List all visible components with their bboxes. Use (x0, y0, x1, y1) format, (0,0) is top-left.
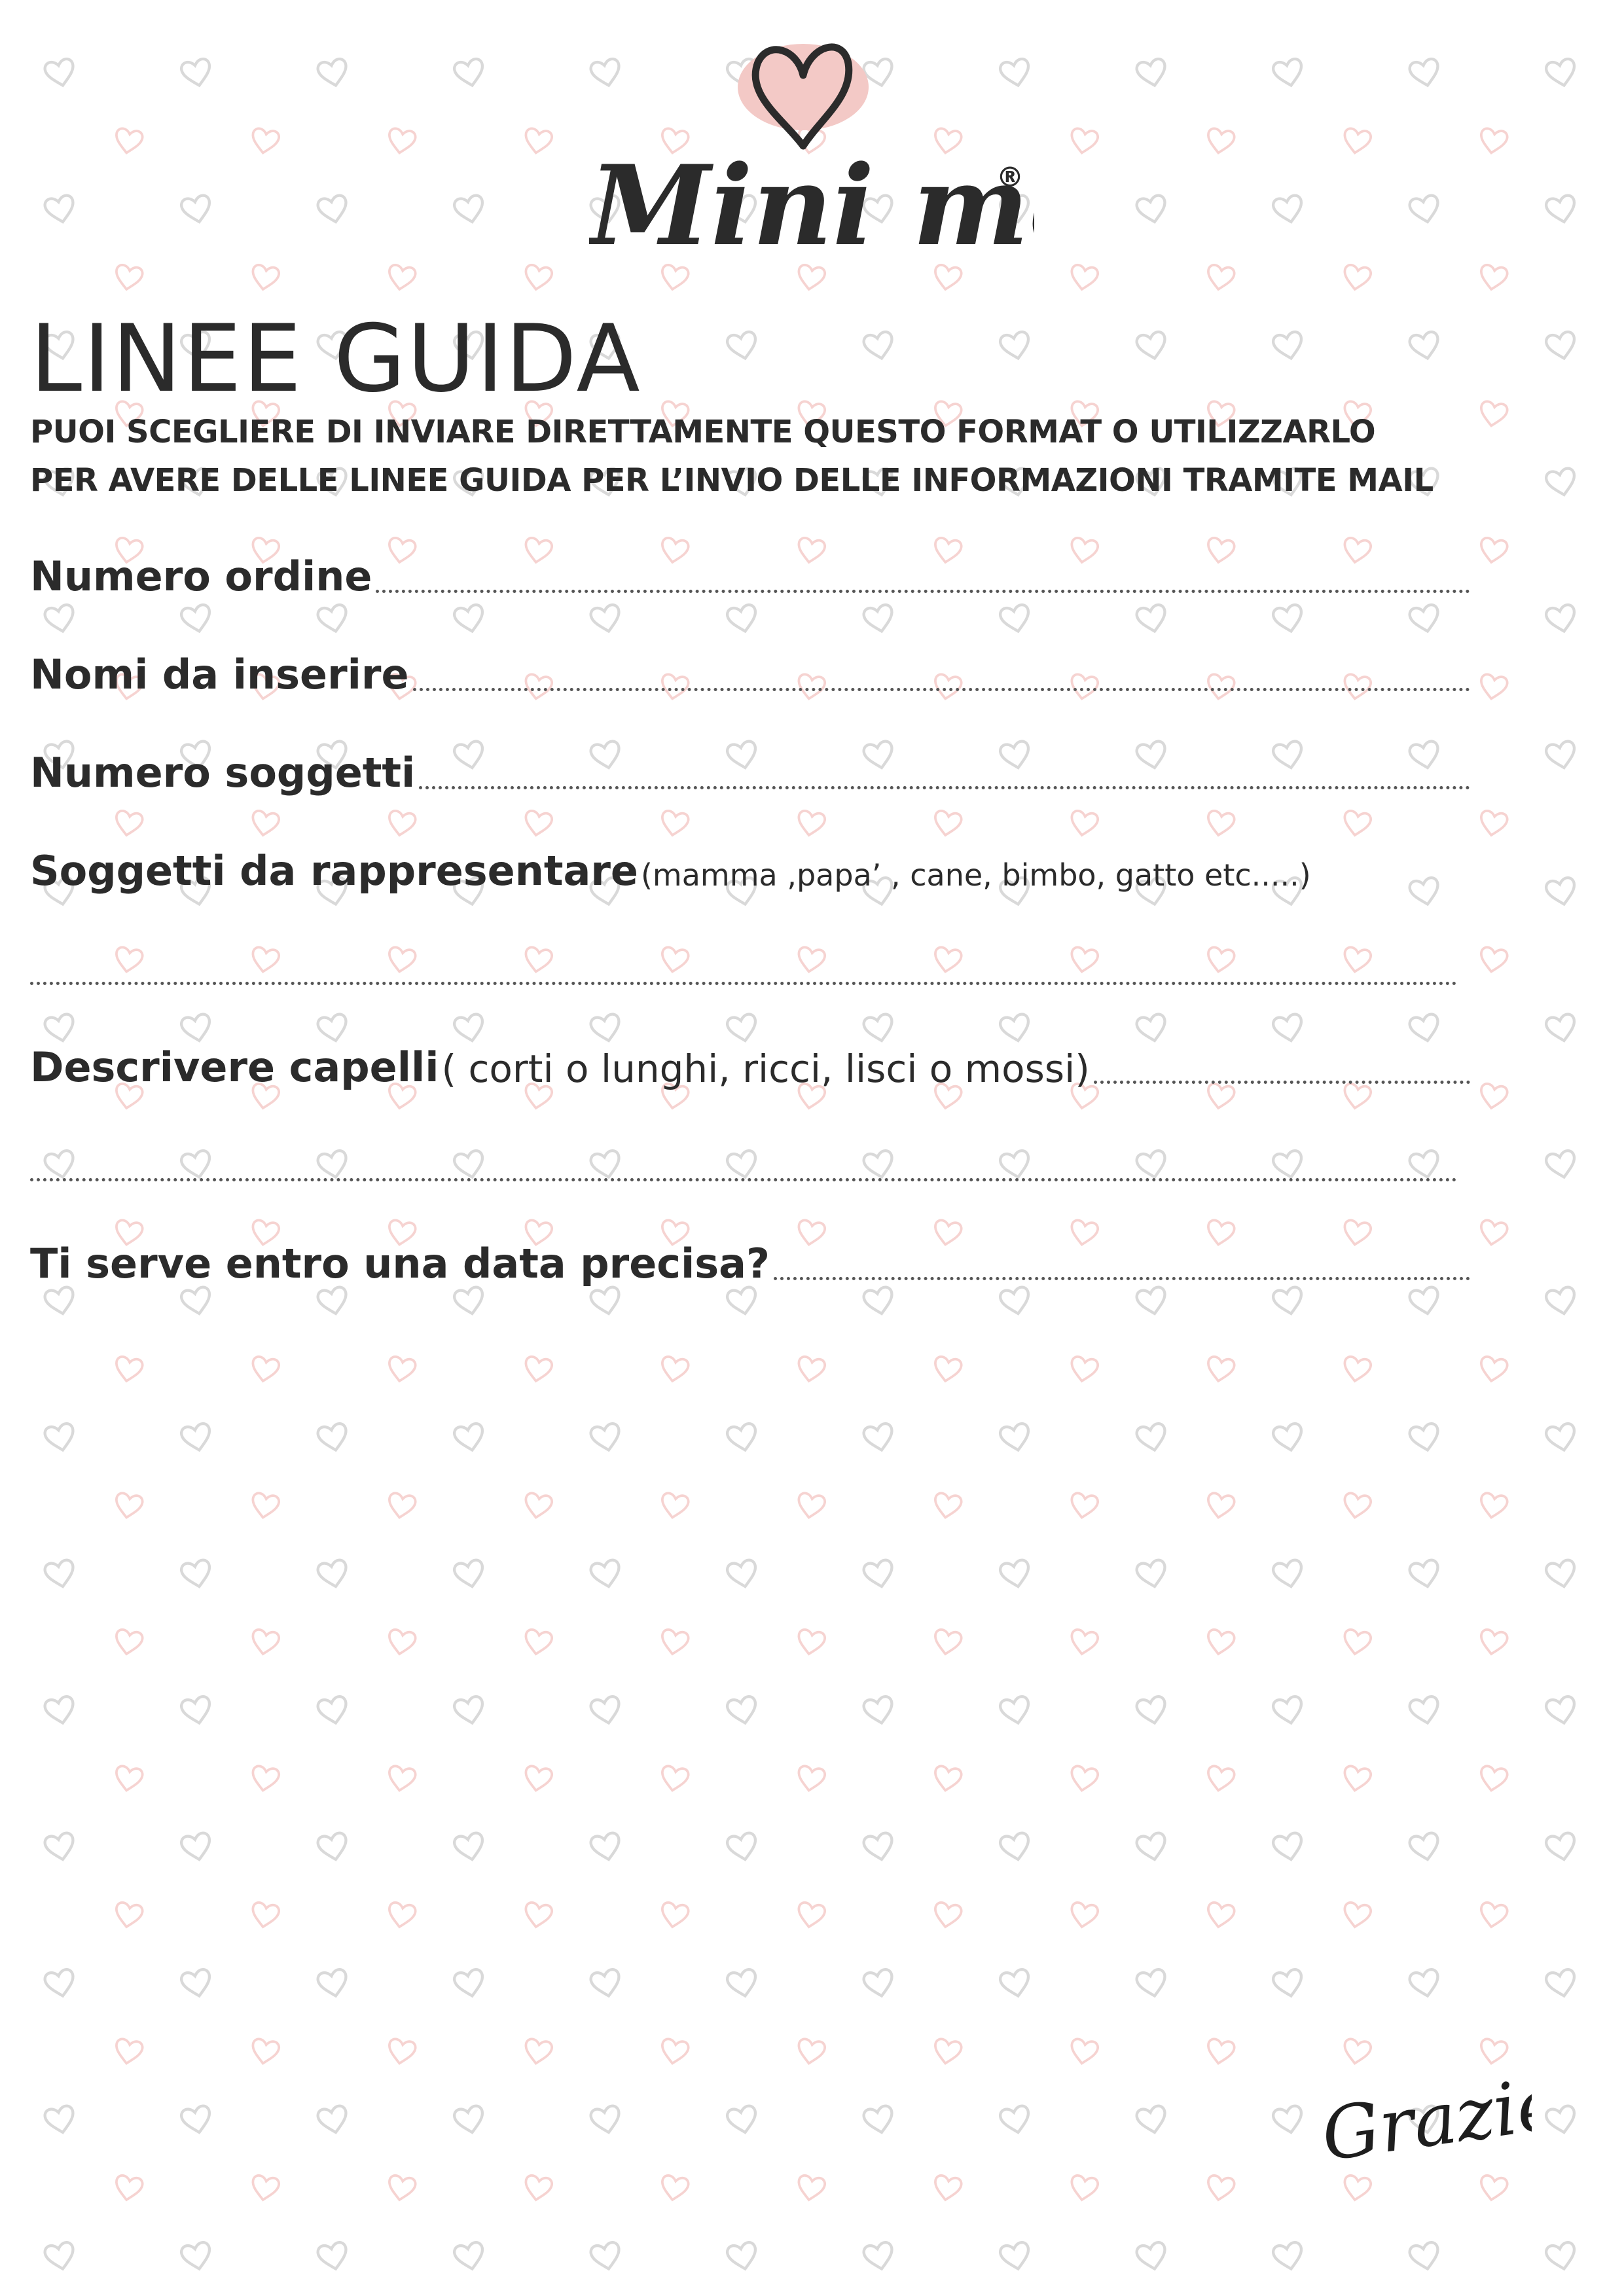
subtitle-line-1: PUOI SCEGLIERE DI INVIARE DIRETTAMENTE QUESTO FORMAT O UTILIZZARLO (30, 414, 1376, 450)
heart-outline-pink-icon (1342, 264, 1372, 291)
heart-outline-icon (180, 1559, 213, 1590)
heart-outline-icon (1136, 603, 1168, 634)
heart-outline-icon (1409, 1695, 1441, 1726)
heart-outline-pink-icon (1069, 810, 1099, 837)
heart-outline-pink-icon (933, 1355, 963, 1383)
heart-outline-pink-icon (523, 1492, 553, 1520)
heart-outline-icon (590, 2105, 623, 2136)
heart-outline-pink-icon (796, 2038, 826, 2066)
heart-outline-icon (999, 1968, 1032, 1999)
subject-count-dotted-line[interactable] (419, 786, 1470, 789)
heart-outline-pink-icon (1069, 946, 1099, 974)
deadline-dotted-line[interactable] (774, 1277, 1470, 1280)
heart-outline-icon (863, 2241, 895, 2272)
heart-outline-pink-icon (1479, 1901, 1509, 1929)
heart-outline-pink-icon (114, 2038, 144, 2066)
heart-outline-icon (1409, 194, 1441, 225)
heart-outline-pink-icon (660, 1901, 690, 1929)
heart-outline-pink-icon (1342, 1901, 1372, 1929)
heart-outline-icon (453, 1422, 486, 1453)
heart-outline-pink-icon (1069, 264, 1099, 291)
heart-outline-pink-icon (660, 2038, 690, 2066)
heart-outline-icon (1272, 1149, 1305, 1180)
heart-outline-pink-icon (1206, 264, 1236, 291)
heart-outline-pink-icon (660, 946, 690, 974)
heart-outline-pink-icon (1479, 1219, 1509, 1247)
heart-outline-pink-icon (114, 1355, 144, 1383)
heart-outline-icon (1272, 1695, 1305, 1726)
hair-extra-dotted-line[interactable] (30, 1178, 1457, 1181)
heart-outline-pink-icon (250, 2038, 280, 2066)
heart-outline-pink-icon (250, 810, 280, 837)
heart-outline-icon (1272, 331, 1305, 361)
heart-outline-icon (453, 2241, 486, 2272)
heart-outline-pink-icon (250, 264, 280, 291)
heart-outline-pink-icon (523, 128, 553, 155)
heart-outline-icon (1545, 1832, 1578, 1863)
heart-outline-icon (44, 1559, 77, 1590)
heart-outline-icon (726, 1968, 759, 1999)
deadline-label: Ti serve entro una data precisa? (30, 1240, 770, 1287)
heart-outline-pink-icon (1069, 1355, 1099, 1383)
heart-outline-icon (317, 194, 350, 225)
heart-outline-icon (863, 1968, 895, 1999)
heart-outline-icon (726, 603, 759, 634)
logo-wordmark: Mini m (589, 141, 1029, 270)
heart-outline-icon (1272, 1559, 1305, 1590)
heart-outline-pink-icon (523, 1901, 553, 1929)
heart-outline-pink-icon (387, 2174, 417, 2202)
heart-outline-pink-icon (796, 946, 826, 974)
heart-outline-icon (1409, 1149, 1441, 1180)
heart-outline-icon (317, 1832, 350, 1863)
heart-outline-icon (453, 603, 486, 634)
heart-outline-icon (1545, 1149, 1578, 1180)
heart-outline-pink-icon (250, 1355, 280, 1383)
heart-outline-icon (1272, 1968, 1305, 1999)
heart-outline-pink-icon (1342, 1492, 1372, 1520)
grazie-text: Grazie (1316, 2060, 1532, 2178)
heart-outline-pink-icon (114, 264, 144, 291)
subjects-dotted-line[interactable] (30, 982, 1457, 985)
hair-label: Descrivere capelli (30, 1043, 439, 1091)
heart-outline-pink-icon (1206, 1628, 1236, 1656)
heart-outline-pink-icon (1069, 128, 1099, 155)
brand-logo (589, 36, 1034, 272)
subjects-field (30, 842, 1470, 897)
heart-outline-pink-icon (250, 2174, 280, 2202)
heart-outline-icon (1545, 1286, 1578, 1317)
heart-outline-pink-icon (796, 1628, 826, 1656)
heart-outline-icon (590, 1422, 623, 1453)
heart-outline-icon (453, 1286, 486, 1317)
heart-outline-pink-icon (387, 128, 417, 155)
heart-outline-icon (590, 1832, 623, 1863)
heart-outline-icon (453, 1149, 486, 1180)
heart-outline-pink-icon (387, 1628, 417, 1656)
heart-outline-icon (1409, 1968, 1441, 1999)
heart-outline-icon (317, 603, 350, 634)
heart-outline-icon (1136, 2241, 1168, 2272)
heart-outline-pink-icon (1342, 128, 1372, 155)
names-label: Nomi da inserire (30, 651, 409, 698)
heart-outline-pink-icon (387, 1355, 417, 1383)
heart-outline-pink-icon (1479, 1765, 1509, 1793)
heart-outline-pink-icon (1206, 1492, 1236, 1520)
subject-count-field[interactable] (30, 744, 1470, 798)
heart-outline-icon (726, 1832, 759, 1863)
heart-outline-icon (726, 2241, 759, 2272)
heart-outline-icon (863, 1286, 895, 1317)
heart-outline-icon (1545, 2241, 1578, 2272)
heart-outline-pink-icon (523, 2174, 553, 2202)
heart-outline-icon (999, 2105, 1032, 2136)
heart-outline-pink-icon (660, 1765, 690, 1793)
heart-outline-icon (180, 2241, 213, 2272)
heart-outline-pink-icon (1206, 1901, 1236, 1929)
heart-outline-icon (453, 1695, 486, 1726)
heart-outline-pink-icon (387, 2038, 417, 2066)
heart-outline-pink-icon (1342, 1355, 1372, 1383)
heart-outline-icon (1409, 1286, 1441, 1317)
heart-outline-icon (1272, 1286, 1305, 1317)
heart-outline-pink-icon (250, 1765, 280, 1793)
heart-outline-icon (180, 2105, 213, 2136)
heart-outline-icon (44, 1286, 77, 1317)
heart-outline-icon (863, 1559, 895, 1590)
heart-outline-pink-icon (796, 810, 826, 837)
hair-field[interactable] (30, 1038, 1470, 1093)
heart-outline-icon (863, 603, 895, 634)
heart-outline-icon (1272, 58, 1305, 88)
heart-outline-pink-icon (114, 946, 144, 974)
heart-outline-pink-icon (1069, 1628, 1099, 1656)
heart-outline-icon (1272, 2241, 1305, 2272)
deadline-field[interactable] (30, 1234, 1470, 1289)
heart-outline-pink-icon (1069, 1492, 1099, 1520)
heart-outline-pink-icon (523, 1355, 553, 1383)
heart-outline-icon (726, 1149, 759, 1180)
heart-outline-pink-icon (1479, 673, 1509, 701)
heart-outline-pink-icon (1069, 2174, 1099, 2202)
heart-outline-icon (1136, 1422, 1168, 1453)
heart-outline-icon (180, 1286, 213, 1317)
heart-outline-icon (1136, 1149, 1168, 1180)
heart-outline-icon (44, 58, 77, 88)
heart-outline-pink-icon (1479, 264, 1509, 291)
heart-outline-pink-icon (933, 1628, 963, 1656)
heart-outline-pink-icon (523, 1628, 553, 1656)
heart-outline-pink-icon (933, 1765, 963, 1793)
heart-outline-icon (180, 1695, 213, 1726)
heart-outline-icon (999, 331, 1032, 361)
heart-outline-pink-icon (796, 1492, 826, 1520)
heart-outline-pink-icon (933, 946, 963, 974)
heart-outline-icon (1545, 1422, 1578, 1453)
heart-outline-icon (1545, 1968, 1578, 1999)
heart-outline-pink-icon (1069, 1765, 1099, 1793)
heart-outline-icon (1545, 1559, 1578, 1590)
heart-outline-icon (1272, 603, 1305, 634)
grazie-signature (1316, 2049, 1532, 2193)
heart-outline-pink-icon (1342, 1628, 1372, 1656)
heart-outline-icon (999, 1832, 1032, 1863)
heart-outline-icon (863, 1149, 895, 1180)
heart-outline-pink-icon (660, 1492, 690, 1520)
heart-outline-pink-icon (933, 2174, 963, 2202)
subject-count-label: Numero soggetti (30, 749, 416, 797)
heart-outline-pink-icon (1479, 810, 1509, 837)
heart-outline-pink-icon (1479, 1628, 1509, 1656)
heart-outline-pink-icon (660, 1628, 690, 1656)
heart-outline-icon (590, 1286, 623, 1317)
heart-outline-icon (44, 1149, 77, 1180)
heart-outline-icon (863, 331, 895, 361)
heart-outline-pink-icon (250, 1628, 280, 1656)
heart-outline-pink-icon (114, 2174, 144, 2202)
heart-outline-icon (999, 1422, 1032, 1453)
heart-outline-icon (317, 58, 350, 88)
heart-outline-icon (453, 1832, 486, 1863)
heart-outline-icon (1545, 1695, 1578, 1726)
heart-outline-icon (317, 1559, 350, 1590)
heart-outline-icon (1545, 331, 1578, 361)
heart-outline-icon (999, 603, 1032, 634)
heart-outline-icon (1409, 1422, 1441, 1453)
heart-outline-icon (44, 194, 77, 225)
heart-outline-icon (863, 1832, 895, 1863)
hair-dotted-line[interactable] (1094, 1081, 1470, 1084)
order-number-dotted-line[interactable] (376, 590, 1470, 593)
heart-outline-icon (317, 1422, 350, 1453)
heart-outline-pink-icon (1206, 1355, 1236, 1383)
heart-outline-icon (863, 1695, 895, 1726)
heart-outline-pink-icon (796, 2174, 826, 2202)
heart-outline-icon (590, 603, 623, 634)
heart-outline-pink-icon (1069, 1901, 1099, 1929)
heart-outline-icon (1545, 467, 1578, 498)
heart-outline-pink-icon (387, 1492, 417, 1520)
heart-outline-icon (180, 194, 213, 225)
heart-outline-pink-icon (933, 1901, 963, 1929)
heart-outline-pink-icon (114, 1628, 144, 1656)
heart-outline-pink-icon (523, 946, 553, 974)
heart-outline-icon (999, 1286, 1032, 1317)
heart-outline-pink-icon (1206, 2174, 1236, 2202)
heart-outline-pink-icon (250, 946, 280, 974)
heart-outline-icon (1136, 58, 1168, 88)
heart-outline-icon (1545, 876, 1578, 907)
heart-outline-pink-icon (933, 2038, 963, 2066)
heart-outline-pink-icon (1479, 1083, 1509, 1110)
page-title: LINEE GUIDA (30, 305, 641, 413)
heart-outline-icon (1545, 2105, 1578, 2136)
heart-outline-icon (44, 2241, 77, 2272)
heart-outline-pink-icon (114, 128, 144, 155)
heart-outline-icon (999, 1695, 1032, 1726)
heart-outline-icon (317, 2105, 350, 2136)
heart-outline-icon (726, 1422, 759, 1453)
heart-outline-icon (453, 194, 486, 225)
heart-outline-icon (1409, 1559, 1441, 1590)
heart-outline-icon (1136, 331, 1168, 361)
heart-outline-icon (317, 1149, 350, 1180)
heart-outline-pink-icon (523, 1765, 553, 1793)
order-number-field[interactable] (30, 547, 1470, 602)
heart-outline-icon (726, 1695, 759, 1726)
heart-outline-icon (317, 1695, 350, 1726)
heart-outline-pink-icon (387, 264, 417, 291)
heart-outline-icon (1409, 331, 1441, 361)
heart-outline-icon (44, 2105, 77, 2136)
heart-outline-icon (1272, 194, 1305, 225)
heart-outline-icon (1272, 2105, 1305, 2136)
heart-outline-icon (1272, 1422, 1305, 1453)
subjects-hint: (mamma ,papa’ , cane, bimbo, gatto etc.....) (640, 857, 1311, 893)
logo-registered-mark: ® (996, 161, 1024, 193)
heart-outline-icon (1409, 2241, 1441, 2272)
heart-outline-icon (44, 1968, 77, 1999)
heart-outline-icon (590, 1968, 623, 1999)
names-field[interactable] (30, 645, 1470, 700)
heart-outline-pink-icon (1206, 810, 1236, 837)
heart-outline-pink-icon (1206, 1765, 1236, 1793)
heart-outline-pink-icon (387, 1765, 417, 1793)
heart-outline-pink-icon (387, 1901, 417, 1929)
hair-hint: ( corti o lunghi, ricci, lisci o mossi) (441, 1047, 1090, 1091)
heart-outline-pink-icon (1479, 946, 1509, 974)
heart-outline-pink-icon (250, 1901, 280, 1929)
heart-outline-icon (999, 1149, 1032, 1180)
heart-outline-icon (1545, 603, 1578, 634)
heart-outline-icon (1545, 1013, 1578, 1044)
heart-outline-icon (1136, 1832, 1168, 1863)
heart-outline-pink-icon (796, 1355, 826, 1383)
heart-outline-icon (44, 1422, 77, 1453)
heart-outline-icon (180, 58, 213, 88)
heart-outline-pink-icon (387, 810, 417, 837)
heart-outline-icon (863, 2105, 895, 2136)
heart-outline-icon (44, 1695, 77, 1726)
heart-outline-icon (1409, 1832, 1441, 1863)
heart-outline-icon (1545, 740, 1578, 771)
heart-outline-pink-icon (523, 264, 553, 291)
heart-outline-pink-icon (1479, 401, 1509, 428)
heart-outline-icon (453, 1559, 486, 1590)
heart-outline-icon (1409, 58, 1441, 88)
heart-outline-icon (453, 1968, 486, 1999)
heart-outline-pink-icon (933, 1492, 963, 1520)
heart-outline-pink-icon (1206, 128, 1236, 155)
heart-outline-icon (1136, 1559, 1168, 1590)
heart-outline-pink-icon (660, 1355, 690, 1383)
heart-outline-icon (726, 1559, 759, 1590)
heart-outline-icon (726, 331, 759, 361)
heart-outline-icon (590, 1695, 623, 1726)
heart-outline-pink-icon (114, 810, 144, 837)
heart-outline-pink-icon (796, 1901, 826, 1929)
heart-outline-pink-icon (523, 2038, 553, 2066)
heart-outline-pink-icon (933, 810, 963, 837)
heart-outline-icon (317, 1968, 350, 1999)
heart-outline-icon (44, 603, 77, 634)
heart-outline-icon (1136, 1968, 1168, 1999)
heart-outline-icon (726, 1286, 759, 1317)
heart-outline-icon (1136, 194, 1168, 225)
heart-outline-pink-icon (1206, 946, 1236, 974)
heart-outline-pink-icon (796, 1765, 826, 1793)
order-number-label: Numero ordine (30, 552, 372, 600)
heart-outline-icon (1136, 1695, 1168, 1726)
heart-outline-icon (317, 1286, 350, 1317)
heart-outline-pink-icon (660, 2174, 690, 2202)
heart-outline-icon (999, 1559, 1032, 1590)
heart-outline-pink-icon (114, 1492, 144, 1520)
heart-outline-pink-icon (1342, 810, 1372, 837)
heart-outline-icon (1545, 58, 1578, 88)
heart-outline-pink-icon (387, 946, 417, 974)
heart-outline-icon (180, 1422, 213, 1453)
heart-outline-icon (317, 2241, 350, 2272)
heart-outline-pink-icon (523, 810, 553, 837)
heart-outline-pink-icon (1479, 1355, 1509, 1383)
heart-outline-icon (1136, 2105, 1168, 2136)
heart-outline-icon (590, 1149, 623, 1180)
heart-outline-icon (590, 2241, 623, 2272)
heart-outline-icon (453, 2105, 486, 2136)
heart-outline-pink-icon (250, 128, 280, 155)
heart-outline-icon (180, 1149, 213, 1180)
heart-outline-icon (999, 2241, 1032, 2272)
heart-outline-icon (453, 58, 486, 88)
heart-outline-pink-icon (1342, 946, 1372, 974)
heart-outline-icon (726, 2105, 759, 2136)
heart-outline-icon (44, 1832, 77, 1863)
heart-outline-icon (1409, 603, 1441, 634)
heart-outline-icon (1272, 1832, 1305, 1863)
subjects-label: Soggetti da rappresentare (30, 847, 638, 895)
heart-outline-pink-icon (1479, 1492, 1509, 1520)
heart-outline-icon (1136, 1286, 1168, 1317)
heart-outline-icon (180, 1968, 213, 1999)
heart-outline-pink-icon (114, 1901, 144, 1929)
heart-outline-icon (863, 1422, 895, 1453)
heart-outline-icon (180, 603, 213, 634)
heart-outline-icon (1545, 194, 1578, 225)
heart-outline-pink-icon (250, 1492, 280, 1520)
heart-outline-icon (590, 1559, 623, 1590)
heart-outline-pink-icon (1069, 2038, 1099, 2066)
heart-outline-pink-icon (660, 810, 690, 837)
heart-outline-pink-icon (1342, 1765, 1372, 1793)
names-dotted-line[interactable] (413, 688, 1470, 691)
subtitle-line-2: PER AVERE DELLE LINEE GUIDA PER L’INVIO DELLE INFORMAZIONI TRAMITE MAIL (30, 462, 1434, 499)
heart-outline-pink-icon (1479, 128, 1509, 155)
heart-outline-pink-icon (1206, 2038, 1236, 2066)
heart-outline-icon (180, 1832, 213, 1863)
heart-outline-pink-icon (1479, 537, 1509, 564)
heart-outline-pink-icon (114, 1765, 144, 1793)
